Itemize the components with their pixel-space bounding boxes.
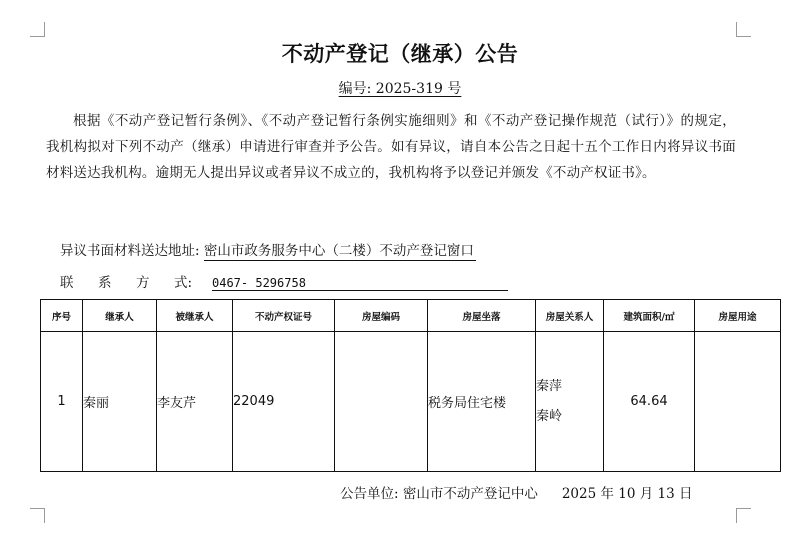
- header-usage: 房屋用途: [695, 300, 781, 332]
- contact-label-char: 系: [98, 275, 112, 291]
- address-value: 密山市政务服务中心（二楼）不动产登记窗口: [203, 243, 474, 259]
- cell-house-code: [335, 332, 428, 472]
- header-house-code: 房屋编码: [335, 300, 428, 332]
- cell-area: 64.64: [604, 332, 695, 472]
- header-area: 建筑面积/㎡: [604, 300, 695, 332]
- cell-usage: [695, 332, 781, 472]
- footer-line: [340, 482, 693, 502]
- header-heir: 继承人: [83, 300, 157, 332]
- corner-mark-bottom-left: [30, 508, 45, 523]
- cell-related-persons: [536, 332, 604, 472]
- corner-mark-top-left: [30, 22, 45, 37]
- issuer: 公告单位: 密山市不动产登记中心: [340, 486, 538, 502]
- cell-location: 税务局住宅楼: [428, 332, 536, 472]
- cell-cert-no: 22049: [233, 332, 335, 472]
- registration-table: [40, 299, 781, 472]
- page-title: 不动产登记（继承）公告: [281, 42, 519, 66]
- contact-label-char: 联: [60, 275, 74, 291]
- issue-date: 2025 年 10 月 13 日: [561, 486, 693, 502]
- table-header-row: [41, 300, 781, 332]
- contact-label-char: 方: [136, 275, 150, 291]
- corner-mark-bottom-right: [736, 508, 751, 523]
- cell-decedent: 李友芹: [157, 332, 233, 472]
- header-decedent: 被继承人: [157, 300, 233, 332]
- cell-seq: 1: [41, 332, 83, 472]
- contact-line: [60, 271, 508, 291]
- contact-label-char: 式:: [174, 275, 193, 291]
- header-location: 房屋坐落: [428, 300, 536, 332]
- address-label: 异议书面材料送达地址:: [60, 243, 200, 259]
- header-related-persons: 房屋关系人: [536, 300, 604, 332]
- contact-label: [60, 271, 212, 291]
- announcement-body: 根据《不动产登记暂行条例》、《不动产登记暂行条例实施细则》和《不动产登记操作规范（试行）》的规定，我机构拟对下列不动产（继承）申请进行审查并予公告。如有异议，请自本公告之日起十五个工作日内将异议书面材料送达我机构。逾期无人提出异议或者异议不成立的，我机构将予以登记并颁发《不动产权证书》。: [46, 113, 736, 181]
- doc-number: 编号: 2025-319 号: [338, 81, 462, 97]
- related-person: 秦萍: [536, 378, 563, 394]
- header-seq: 序号: [41, 300, 83, 332]
- corner-mark-top-right: [736, 22, 751, 37]
- address-line: [60, 239, 476, 259]
- cell-heir: 秦丽: [83, 332, 157, 472]
- header-cert-no: 不动产权证号: [233, 300, 335, 332]
- contact-value: 0467- 5296758: [212, 276, 508, 291]
- doc-number-line: [0, 78, 800, 98]
- related-person: 秦岭: [536, 408, 563, 424]
- table-row: [41, 332, 781, 472]
